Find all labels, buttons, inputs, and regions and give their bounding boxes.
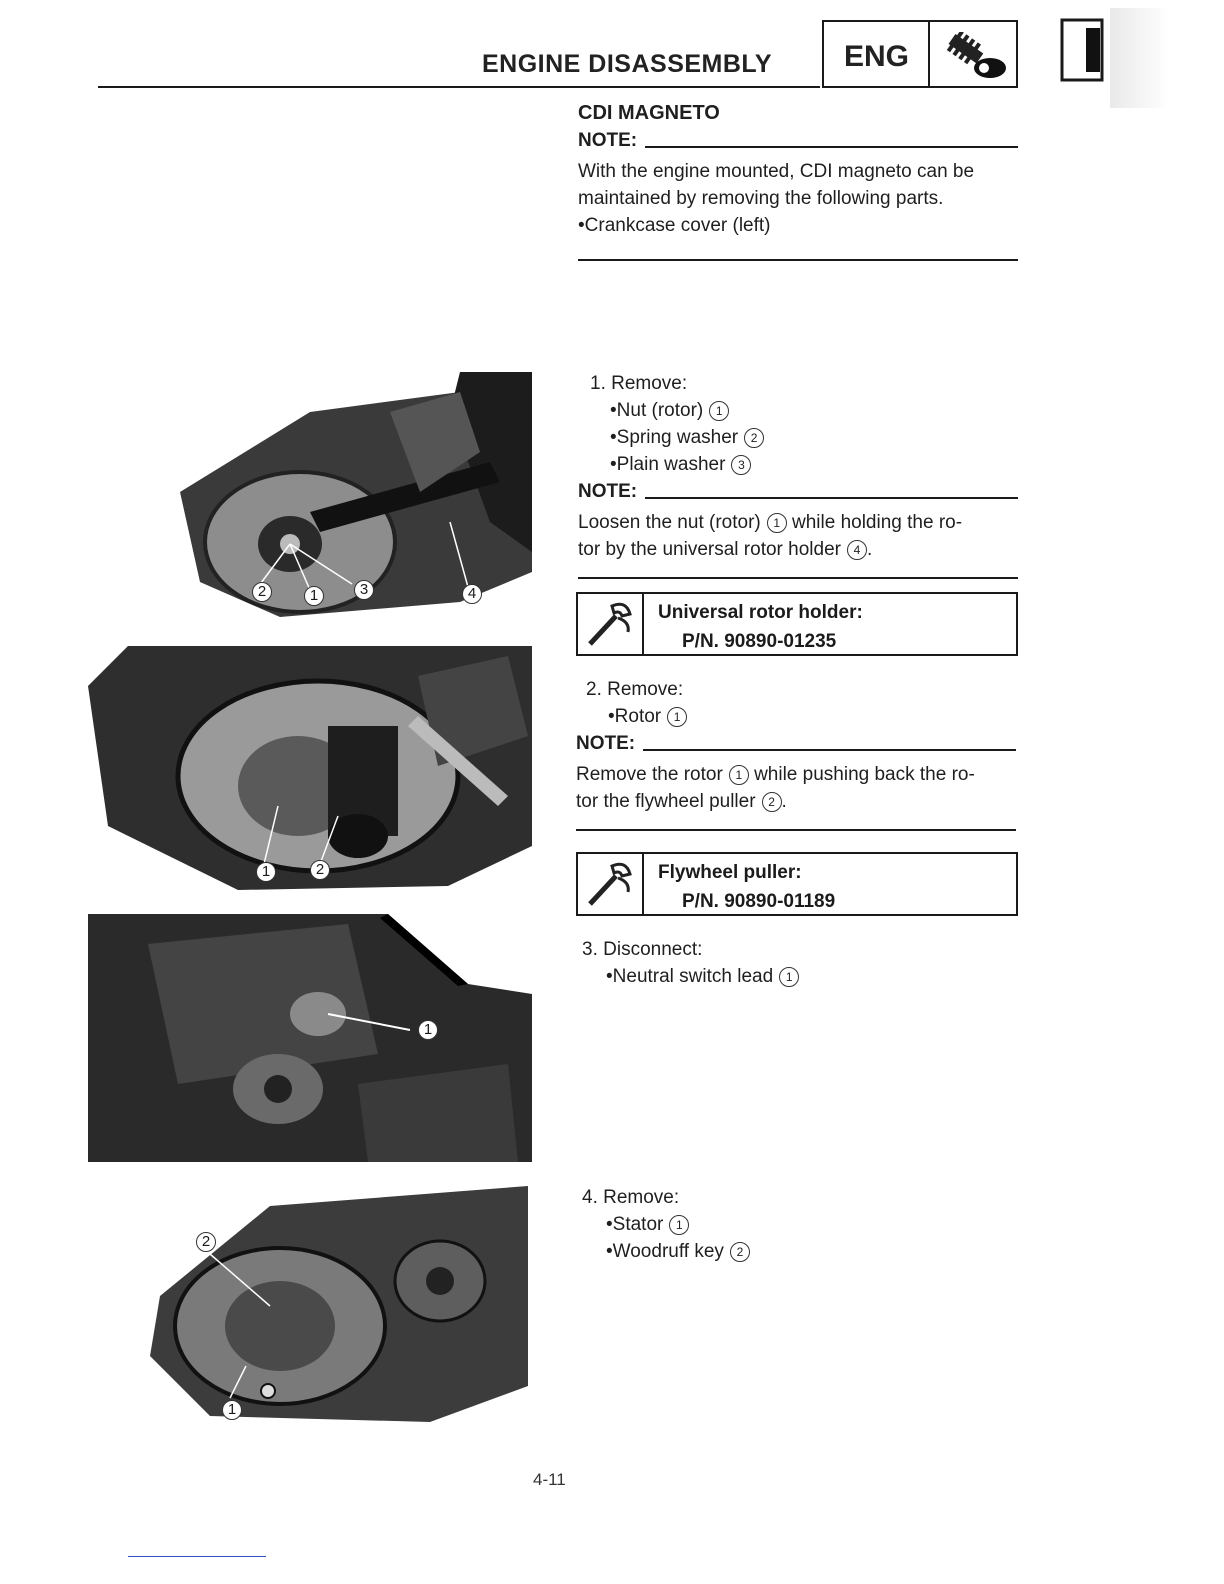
callout-3: 3: [354, 580, 374, 600]
tool-name: Flywheel puller:: [658, 862, 802, 883]
tool-box-flywheel-puller: [576, 852, 1018, 916]
list-item: •Nut (rotor) 1: [578, 397, 1018, 424]
section-tab-box: [822, 20, 1018, 88]
callout-1: 1: [304, 586, 324, 606]
step-4: [582, 1184, 1022, 1265]
callout-1: 1: [256, 862, 276, 882]
note-header: NOTE:: [578, 478, 1018, 505]
wrench-tool-icon: [578, 854, 644, 914]
wrench-tool-icon: [578, 594, 644, 654]
page-edge-shadow: [1110, 8, 1170, 108]
footer-rule: [128, 1556, 266, 1557]
page-number: 4-11: [533, 1470, 566, 1489]
note-text: tor by the universal rotor holder 4 .: [578, 539, 873, 560]
section-title: CDI MAGNETO: [578, 102, 720, 124]
note-label: NOTE:: [578, 130, 638, 151]
callout-2: 2: [252, 582, 272, 602]
list-item: •Plain washer 3: [578, 451, 1018, 478]
header-rule: [98, 86, 820, 88]
list-item: •Woodruff key 2: [582, 1238, 1022, 1265]
tool-part-number: P/N. 90890-01189: [682, 891, 836, 912]
note-end-rule: [576, 829, 1016, 831]
list-item: •Rotor 1: [576, 703, 1016, 730]
step-3: [582, 936, 1022, 990]
step-2: [576, 676, 1016, 831]
note-end-rule: [578, 259, 1018, 261]
page-header-title: ENGINE DISASSEMBLY: [482, 50, 773, 78]
callout-1: 1: [222, 1400, 242, 1420]
tool-name: Universal rotor holder:: [658, 602, 863, 623]
note-text: Loosen the nut (rotor) 1 while holding the ro-: [578, 512, 963, 533]
tool-box-rotor-holder: [576, 592, 1018, 656]
section-tab-divider: [928, 22, 930, 86]
step-1: [578, 370, 1018, 579]
note-text: tor the flywheel puller 2 .: [576, 791, 787, 812]
callout-4: 4: [462, 584, 482, 604]
section-tab-label: ENG: [844, 40, 910, 73]
list-item: •Neutral switch lead 1: [582, 963, 1022, 990]
note-line: With the engine mounted, CDI magneto can be: [578, 161, 975, 182]
note-line: maintained by removing the following parts.: [578, 188, 944, 209]
intro-section: [578, 100, 1018, 261]
list-item: •Stator 1: [582, 1211, 1022, 1238]
photo-stator-removal: [150, 1186, 528, 1422]
engine-piston-icon: [940, 32, 1012, 82]
step-heading: 2. Remove:: [586, 679, 684, 700]
note-text: Remove the rotor 1 while pushing back the ro-: [576, 764, 975, 785]
edge-chapter-tab: [1060, 18, 1110, 82]
note-header: [578, 127, 1018, 154]
step-heading: 4. Remove:: [582, 1187, 680, 1208]
note-end-rule: [578, 577, 1018, 579]
list-item: •Spring washer 2: [578, 424, 1018, 451]
callout-2: 2: [196, 1232, 216, 1252]
photo-rotor-nut-removal: [160, 372, 532, 622]
note-header: NOTE:: [576, 730, 1016, 757]
photo-flywheel-puller: [88, 646, 532, 890]
photo-neutral-switch-lead: [88, 914, 532, 1162]
step-heading: 1. Remove:: [590, 373, 688, 394]
callout-1: 1: [418, 1020, 438, 1040]
tool-part-number: P/N. 90890-01235: [682, 631, 837, 652]
step-heading: 3. Disconnect:: [582, 939, 703, 960]
callout-2: 2: [310, 860, 330, 880]
note-line: •Crankcase cover (left): [578, 215, 771, 236]
